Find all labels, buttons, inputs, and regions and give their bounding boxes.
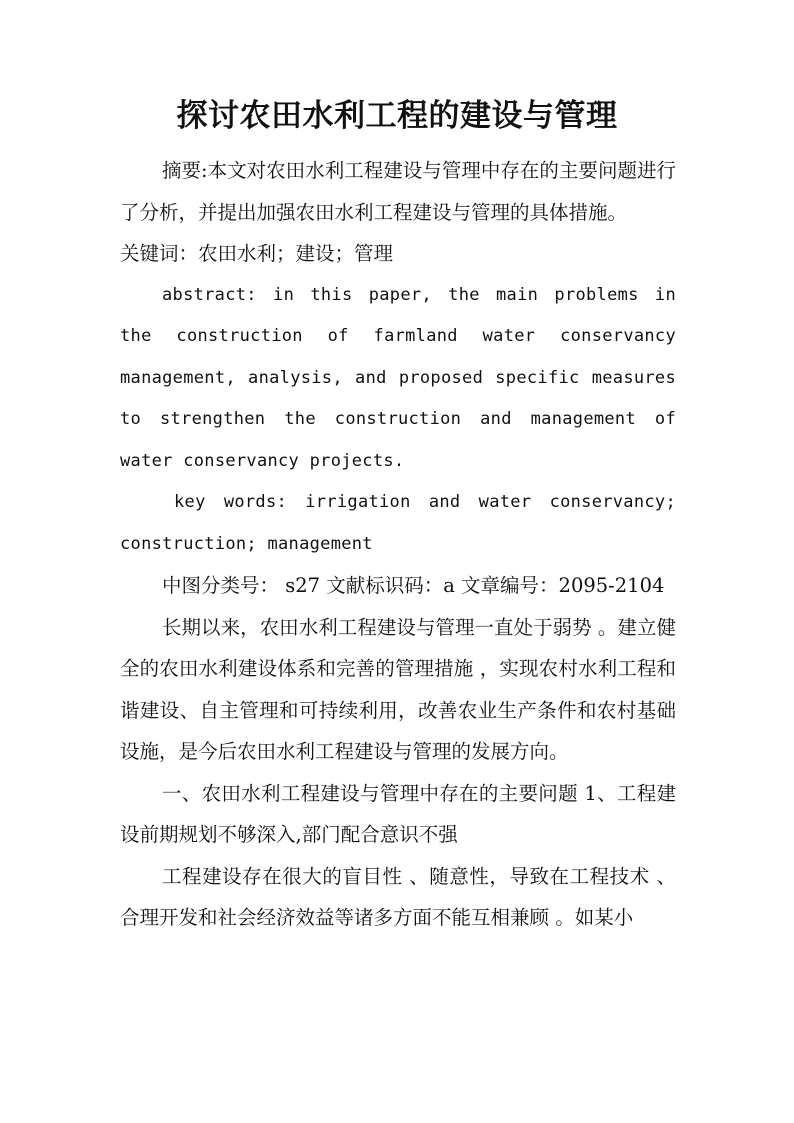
abstract-en: abstract: in this paper, the main problems in the construction of farmland water conservancy management, analysis, and proposed specific measures to strengthen the construction and management of water conservancy projects.: [120, 284, 676, 471]
paragraph-2: 工程建设存在很大的盲目性 、随意性，导致在工程技术 、合理开发和社会经济效益等诸多方面不能互相兼顾 。如某小: [120, 864, 676, 929]
intro-paragraph: 长期以来，农田水利工程建设与管理一直处于弱势 。建立健全的农田水利建设体系和完善的管理措施 ，实现农村水利工程和谐建设、自主管理和可持续利用，改善农业生产条件和农村基础设施，是今后农田水利工程建设与管理的发展方向。: [120, 615, 676, 763]
document-title: 探讨农田水利工程的建设与管理: [176, 98, 618, 134]
section-heading: 一、农田水利工程建设与管理中存在的主要问题 1、工程建设前期规划不够深入,部门配合意识不强: [120, 781, 676, 846]
document-body: [120, 150, 676, 939]
keywords-cn: 关键词：农田水利；建设；管理: [120, 242, 394, 265]
abstract-cn: 摘要:本文对农田水利工程建设与管理中存在的主要问题进行了分析，并提出加强农田水利工程建设与管理的具体措施。: [120, 159, 676, 224]
keywords-en: key words: irrigation and water conservancy; construction; management: [120, 492, 676, 554]
classification-line: 中图分类号： s27 文献标识码：a 文章编号：2095-2104: [162, 574, 665, 597]
